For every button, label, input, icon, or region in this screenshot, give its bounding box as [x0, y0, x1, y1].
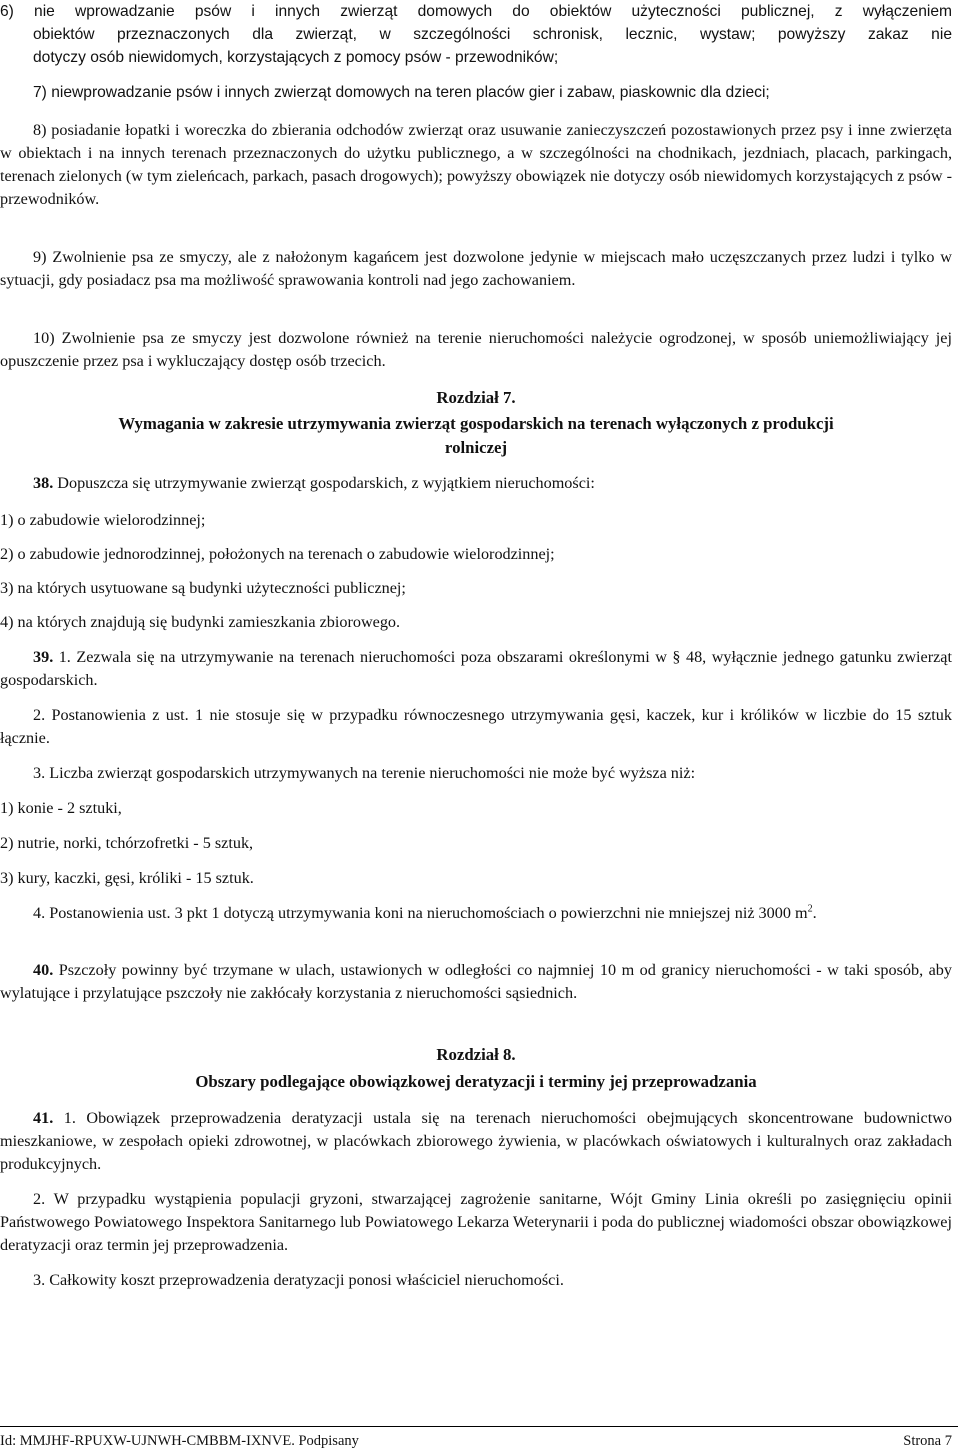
section-38-text: Dopuszcza się utrzymywanie zwierząt gospodarskich, z wyjątkiem nieruchomości:	[53, 474, 595, 492]
section-39-item-1: 1) konie - 2 sztuki,	[0, 799, 122, 817]
item-10: 10) Zwolnienie psa ze smyczy jest dozwolone również na terenie nieruchomości należycie ogrodzonej, w sposób uniemożliwiający jej opuszczenie przez psa i wykluczający dostęp osób trzecich.	[0, 329, 952, 370]
section-40-number: 40.	[33, 961, 54, 979]
item-6-line-3: dotyczy osób niewidomych, korzystających z pomocy psów - przewodników;	[33, 49, 559, 66]
section-40	[0, 959, 952, 1005]
chapter-7-heading: Rozdział 7.	[436, 388, 516, 407]
section-41-paragraph-3: 3. Całkowity koszt przeprowadzenia deratyzacji ponosi właściciel nieruchomości.	[33, 1271, 564, 1289]
section-39-item-3: 3) kury, kaczki, gęsi, króliki - 15 sztuk.	[0, 869, 254, 887]
chapter-7-title-line-1: Wymagania w zakresie utrzymywania zwierząt gospodarskich na terenach wyłączonych z produkcji	[118, 414, 834, 433]
section-38-item-3: 3) na których usytuowane są budynki użyteczności publicznej;	[0, 579, 406, 597]
section-39-number: 39.	[33, 648, 54, 666]
section-38-item-1: 1) o zabudowie wielorodzinnej;	[0, 511, 206, 529]
section-39-text-1: 1. Zezwala się na utrzymywanie na terenach nieruchomości poza obszarami określonymi w § 48, wyłącznie jednego gatunku zwierząt gospodarskich.	[0, 648, 952, 689]
section-39-text-4: 4. Postanowienia ust. 3 pkt 1 dotyczą utrzymywania koni na nieruchomościach o powierzchni nie mniejszej niż 3000 m	[33, 904, 808, 922]
section-41-text-1: 1. Obowiązek przeprowadzenia deratyzacji ustala się na terenach nieruchomości obejmujących skoncentrowane budownictwo mieszkaniowe, w zespołach opieki zdrowotnej, w placówkach zbiorowego żywienia, w placówkach oświatowych i kulturalnych oraz zakładach produkcyjnych.	[0, 1109, 952, 1173]
item-9: 9) Zwolnienie psa ze smyczy, ale z nałożonym kagańcem jest dozwolone jedynie w miejscach mało uczęszczanych przez ludzi i tylko w sytuacji, gdy posiadacz psa ma możliwość sprawowania kontroli nad jego zachowaniem.	[0, 248, 952, 289]
section-38-item-4: 4) na których znajdują się budynki zamieszkania zbiorowego.	[0, 613, 401, 631]
section-39-paragraph-3: 3. Liczba zwierząt gospodarskich utrzymywanych na terenie nieruchomości nie może być wyższa niż:	[33, 764, 696, 782]
item-6-line-1: 6) nie wprowadzanie psów i innych zwierząt domowych do obiektów użyteczności publicznej, z wyłączeniem	[0, 3, 952, 20]
section-41-paragraph-2: 2. W przypadku wystąpienia populacji gryzoni, stwarzającej zagrożenie sanitarne, Wójt Gminy Linia określi po zasięgnięciu opinii Państwowego Powiatowego Inspektora Sanitarnego lub Powiatowego Lekarza Weterynarii i poda do publicznej wiadomości obszar obowiązkowej deratyzacji oraz termin jej przeprowadzenia.	[0, 1190, 952, 1254]
document-id: Id: MMJHF-RPUXW-UJNWH-CMBBM-IXNVE. Podpisany	[0, 1433, 359, 1449]
section-41-paragraph-1	[0, 1107, 952, 1176]
footer-divider	[0, 1426, 958, 1427]
section-39-item-2: 2) nutrie, norki, tchórzofretki - 5 sztuk,	[0, 834, 254, 852]
item-8: 8) posiadanie łopatki i woreczka do zbierania odchodów zwierząt oraz usuwanie zanieczyszczeń pozostawionych przez psy i inne zwierzęta w obiektach i na innych terenach przeznaczonych do użytku publicznego, a w szczególności na chodnikach, jezdniach, placach, parkingach, terenach zielonych (w tym zieleńcach, parkach, pasach drogowych); powyższy obowiązek nie dotyczy osób niewidomych korzystających z psów - przewodników.	[0, 121, 952, 208]
item-7: 7) niewprowadzanie psów i innych zwierząt domowych na teren placów gier i zabaw, piaskownic dla dzieci;	[33, 84, 770, 101]
section-41-number: 41.	[33, 1109, 54, 1127]
section-38-item-2: 2) o zabudowie jednorodzinnej, położonych na terenach o zabudowie wielorodzinnej;	[0, 545, 555, 563]
section-39-paragraph-2: 2. Postanowienia z ust. 1 nie stosuje się w przypadku równoczesnego utrzymywania gęsi, kaczek, kur i królików w liczbie do 15 sztuk łącznie.	[0, 706, 952, 747]
section-40-text: Pszczoły powinny być trzymane w ulach, ustawionych w odległości co najmniej 10 m od granicy nieruchomości - w taki sposób, aby wylatujące i przylatujące pszczoły nie zakłócały korzystania z nieruchomości sąsiednich.	[0, 961, 952, 1002]
section-38-intro	[0, 472, 952, 495]
chapter-7-title-line-2: rolniczej	[444, 438, 508, 457]
section-38-number: 38.	[33, 474, 54, 492]
item-6-line-2: obiektów przeznaczonych dla zwierząt, w szczególności schronisk, lecznic, wystaw; powyższy zakaz nie	[33, 26, 952, 43]
section-39-paragraph-4	[0, 902, 952, 925]
section-39-paragraph-1	[0, 646, 952, 692]
chapter-8-title: Obszary podlegające obowiązkowej deratyzacji i terminy jej przeprowadzania	[195, 1072, 757, 1091]
section-39-text-4-end: .	[812, 904, 817, 922]
page-number: Strona 7	[903, 1433, 952, 1449]
superscript-2: 2	[807, 903, 813, 915]
chapter-8-heading: Rozdział 8.	[436, 1045, 516, 1064]
